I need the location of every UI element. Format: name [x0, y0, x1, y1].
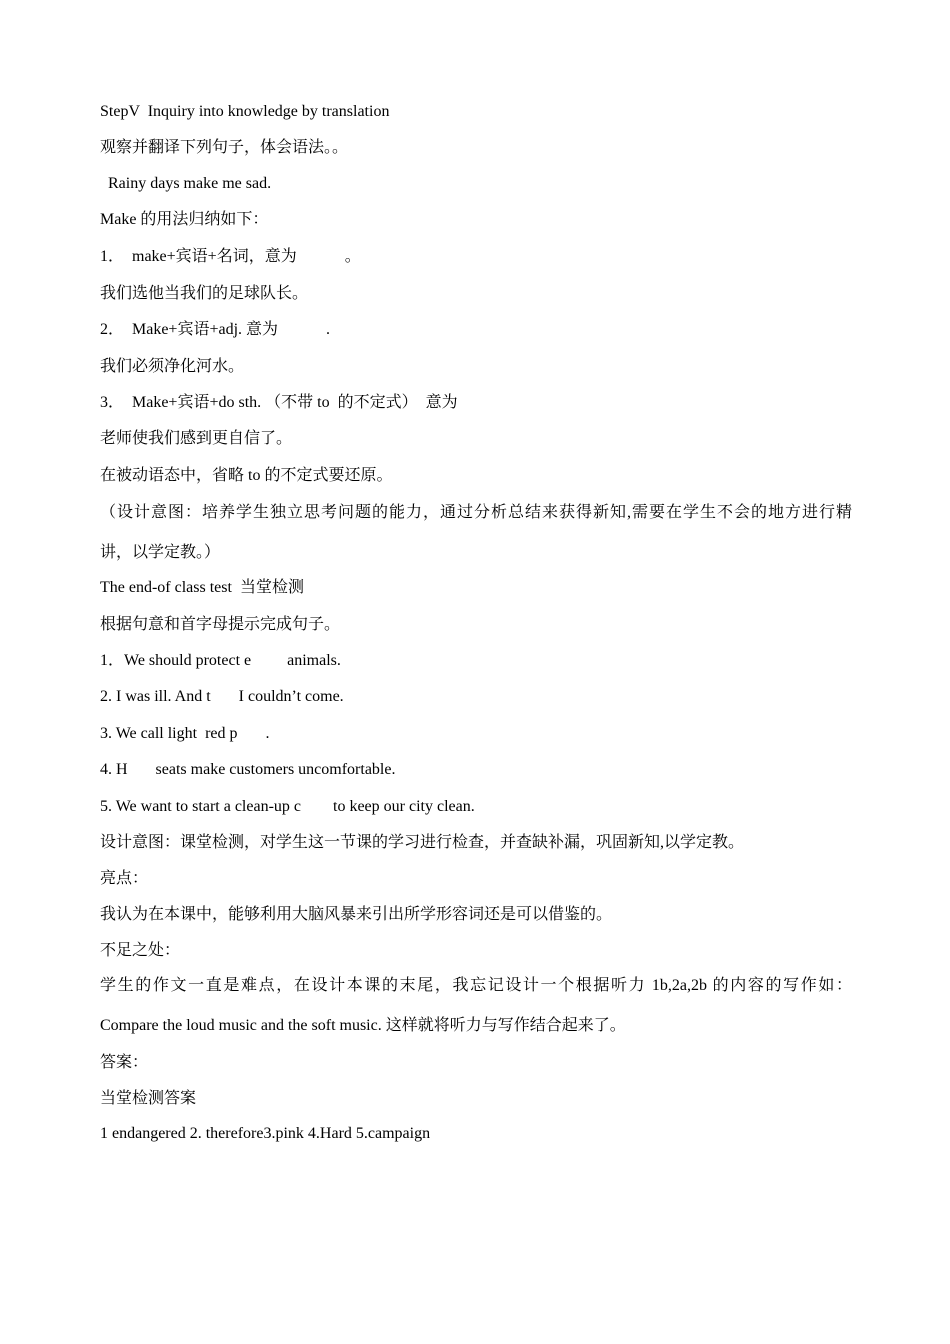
- test-item-1: 1．We should protect e animals.: [100, 652, 341, 669]
- test-item-3: 3. We call light red p .: [100, 725, 270, 742]
- step-heading: StepV Inquiry into knowledge by translation: [100, 103, 390, 120]
- test-item-5: 5. We want to start a clean-up c to keep our city clean.: [100, 798, 475, 815]
- answers-heading: 答案：: [100, 1054, 149, 1071]
- test-item-2: 2. I was ill. And t I couldn’t come.: [100, 688, 344, 705]
- usage-item-1: 1． make+宾语+名词，意为 。: [100, 248, 361, 265]
- usage-example-1: 我们选他当我们的足球队长。: [100, 285, 309, 302]
- shortcomings-text-1: 学生的作文一直是难点，在设计本课的末尾，我忘记设计一个根据听力 1b,2a,2b 的内容的写作如：: [100, 977, 852, 994]
- usage-item-2: 2． Make+宾语+adj. 意为 .: [100, 321, 331, 338]
- highlights-heading: 亮点：: [100, 870, 149, 887]
- test-design-intent: 设计意图：课堂检测，对学生这一节课的学习进行检查，并查缺补漏，巩固新知,以学定教。: [100, 834, 745, 851]
- highlights-text: 我认为在本课中，能够利用大脑风暴来引出所学形容词还是可以借鉴的。: [100, 906, 613, 923]
- design-intent-line-2: 讲，以学定教。）: [100, 544, 221, 561]
- shortcomings-text-2: Compare the loud music and the soft music. 这样就将听力与写作结合起来了。: [100, 1017, 626, 1034]
- usage-example-3: 老师使我们感到更自信了。: [100, 430, 293, 447]
- passive-voice-note: 在被动语态中，省略 to 的不定式要还原。: [100, 467, 393, 484]
- shortcomings-heading: 不足之处：: [100, 942, 181, 959]
- test-answers-text: 1 endangered 2. therefore3.pink 4.Hard 5.campaign: [100, 1125, 431, 1142]
- instruction-line: 观察并翻译下列句子，体会语法。。: [100, 139, 349, 156]
- usage-example-2: 我们必须净化河水。: [100, 358, 245, 375]
- class-test-instruction: 根据句意和首字母提示完成句子。: [100, 616, 341, 633]
- example-sentence: Rainy days make me sad.: [100, 175, 272, 192]
- usage-item-3: 3． Make+宾语+do sth. （不带 to 的不定式） 意为: [100, 394, 458, 411]
- class-test-heading: The end-of class test 当堂检测: [100, 579, 304, 596]
- test-item-4: 4. H seats make customers uncomfortable.: [100, 761, 396, 778]
- usage-summary-heading: Make 的用法归纳如下：: [100, 211, 269, 228]
- test-answers-heading: 当堂检测答案: [100, 1090, 197, 1107]
- design-intent-line-1: （设计意图：培养学生独立思考问题的能力，通过分析总结来获得新知,需要在学生不会的地方进行精: [100, 504, 852, 521]
